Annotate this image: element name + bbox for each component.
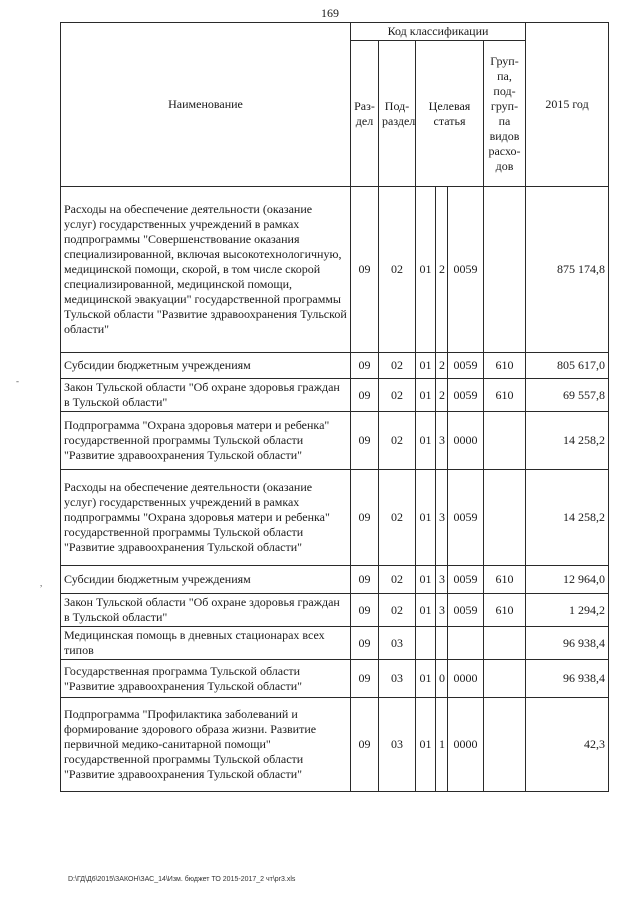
target-item-cell: 0000 bbox=[448, 412, 484, 470]
target-item-cell: 0059 bbox=[448, 594, 484, 627]
table-row bbox=[61, 627, 609, 660]
target-item-cell: 0059 bbox=[448, 379, 484, 412]
subsection-cell: 02 bbox=[379, 187, 416, 353]
subsection-cell: 02 bbox=[379, 379, 416, 412]
amount-cell: 14 258,2 bbox=[526, 412, 609, 470]
target-subprogram-cell: 2 bbox=[436, 379, 448, 412]
table-row bbox=[61, 594, 609, 627]
header-year: 2015 год bbox=[526, 23, 609, 187]
row-name-cell: Подпрограмма "Профилактика заболеваний и формирование здорового образа жизни. Развитие первичной медико-санитарной помощи" государственной программы Тульской области "Развитие здравоохранения Тульской области" bbox=[61, 698, 351, 792]
target-subprogram-cell: 3 bbox=[436, 566, 448, 594]
target-program-cell: 01 bbox=[416, 379, 436, 412]
section-cell: 09 bbox=[351, 353, 379, 379]
target-program-cell bbox=[416, 627, 436, 660]
file-path-footer: D:\ГД\Д6\2015\ЗАКОН\ЗАС_14\Изм. бюджет ТО 2015-2017_2 чт\pr3.xls bbox=[68, 876, 296, 883]
header-subsection: Под-раздел bbox=[379, 41, 416, 187]
row-name-cell: Субсидии бюджетным учреждениям bbox=[61, 353, 351, 379]
section-cell: 09 bbox=[351, 627, 379, 660]
amount-cell: 96 938,4 bbox=[526, 660, 609, 698]
target-item-cell bbox=[448, 627, 484, 660]
target-item-cell: 0000 bbox=[448, 660, 484, 698]
expense-group-cell: 610 bbox=[484, 379, 526, 412]
expense-group-cell bbox=[484, 698, 526, 792]
table-row bbox=[61, 566, 609, 594]
target-subprogram-cell: 0 bbox=[436, 660, 448, 698]
target-subprogram-cell: 1 bbox=[436, 698, 448, 792]
target-item-cell: 0059 bbox=[448, 470, 484, 566]
expense-group-cell bbox=[484, 187, 526, 353]
expense-group-cell bbox=[484, 627, 526, 660]
subsection-cell: 03 bbox=[379, 627, 416, 660]
margin-mark: - bbox=[16, 376, 19, 386]
amount-cell: 12 964,0 bbox=[526, 566, 609, 594]
expense-group-cell: 610 bbox=[484, 594, 526, 627]
row-name-cell: Субсидии бюджетным учреждениям bbox=[61, 566, 351, 594]
amount-cell: 69 557,8 bbox=[526, 379, 609, 412]
expense-group-cell bbox=[484, 470, 526, 566]
target-program-cell: 01 bbox=[416, 698, 436, 792]
section-cell: 09 bbox=[351, 187, 379, 353]
expense-group-cell: 610 bbox=[484, 566, 526, 594]
table-row bbox=[61, 470, 609, 566]
target-item-cell: 0000 bbox=[448, 698, 484, 792]
amount-cell: 805 617,0 bbox=[526, 353, 609, 379]
table-row bbox=[61, 660, 609, 698]
target-subprogram-cell: 2 bbox=[436, 187, 448, 353]
section-cell: 09 bbox=[351, 660, 379, 698]
row-name-cell: Закон Тульской области "Об охране здоровья граждан в Тульской области" bbox=[61, 379, 351, 412]
target-subprogram-cell: 3 bbox=[436, 470, 448, 566]
subsection-cell: 02 bbox=[379, 594, 416, 627]
subsection-cell: 03 bbox=[379, 698, 416, 792]
section-cell: 09 bbox=[351, 412, 379, 470]
table-row bbox=[61, 698, 609, 792]
row-name-cell: Подпрограмма "Охрана здоровья матери и ребенка" государственной программы Тульской области "Развитие здравоохранения Тульской области" bbox=[61, 412, 351, 470]
target-program-cell: 01 bbox=[416, 412, 436, 470]
target-program-cell: 01 bbox=[416, 187, 436, 353]
header-section: Раз-дел bbox=[351, 41, 379, 187]
budget-table bbox=[60, 22, 609, 792]
table-row bbox=[61, 187, 609, 353]
header-classification: Код классификации bbox=[351, 23, 526, 41]
section-cell: 09 bbox=[351, 379, 379, 412]
row-name-cell: Расходы на обеспечение деятельности (оказание услуг) государственных учреждений в рамках подпрограммы "Совершенствование оказания специализированной, включая высокотехнологичную, медицинской помощи, скорой, в том числе скорой специализированной, медицинской помощи, медицинской эвакуации" государственной программы Тульской области "Развитие здравоохранения Тульской области" bbox=[61, 187, 351, 353]
row-name-cell: Расходы на обеспечение деятельности (оказание услуг) государственных учреждений в рамках подпрограммы "Охрана здоровья матери и ребенка" государственной программы Тульской области "Развитие здравоохранения Тульской области" bbox=[61, 470, 351, 566]
target-program-cell: 01 bbox=[416, 353, 436, 379]
target-subprogram-cell: 2 bbox=[436, 353, 448, 379]
amount-cell: 96 938,4 bbox=[526, 627, 609, 660]
subsection-cell: 02 bbox=[379, 470, 416, 566]
subsection-cell: 03 bbox=[379, 660, 416, 698]
target-item-cell: 0059 bbox=[448, 187, 484, 353]
target-item-cell: 0059 bbox=[448, 566, 484, 594]
expense-group-cell bbox=[484, 412, 526, 470]
target-program-cell: 01 bbox=[416, 594, 436, 627]
amount-cell: 875 174,8 bbox=[526, 187, 609, 353]
amount-cell: 14 258,2 bbox=[526, 470, 609, 566]
target-subprogram-cell bbox=[436, 627, 448, 660]
expense-group-cell: 610 bbox=[484, 353, 526, 379]
amount-cell: 42,3 bbox=[526, 698, 609, 792]
amount-cell: 1 294,2 bbox=[526, 594, 609, 627]
section-cell: 09 bbox=[351, 594, 379, 627]
section-cell: 09 bbox=[351, 698, 379, 792]
expense-group-cell bbox=[484, 660, 526, 698]
header-expense-group: Груп-па, под-груп-па видов расхо-дов bbox=[484, 41, 526, 187]
table-row bbox=[61, 379, 609, 412]
subsection-cell: 02 bbox=[379, 412, 416, 470]
target-program-cell: 01 bbox=[416, 470, 436, 566]
section-cell: 09 bbox=[351, 566, 379, 594]
target-program-cell: 01 bbox=[416, 660, 436, 698]
table-row bbox=[61, 353, 609, 379]
header-name: Наименование bbox=[61, 23, 351, 187]
page-number: 169 bbox=[321, 6, 339, 20]
header-target: Целевая статья bbox=[416, 41, 484, 187]
target-subprogram-cell: 3 bbox=[436, 594, 448, 627]
target-item-cell: 0059 bbox=[448, 353, 484, 379]
row-name-cell: Государственная программа Тульской области "Развитие здравоохранения Тульской области" bbox=[61, 660, 351, 698]
row-name-cell: Медицинская помощь в дневных стационарах всех типов bbox=[61, 627, 351, 660]
margin-mark: , bbox=[40, 578, 43, 588]
row-name-cell: Закон Тульской области "Об охране здоровья граждан в Тульской области" bbox=[61, 594, 351, 627]
section-cell: 09 bbox=[351, 470, 379, 566]
subsection-cell: 02 bbox=[379, 566, 416, 594]
target-program-cell: 01 bbox=[416, 566, 436, 594]
subsection-cell: 02 bbox=[379, 353, 416, 379]
table-row bbox=[61, 412, 609, 470]
target-subprogram-cell: 3 bbox=[436, 412, 448, 470]
